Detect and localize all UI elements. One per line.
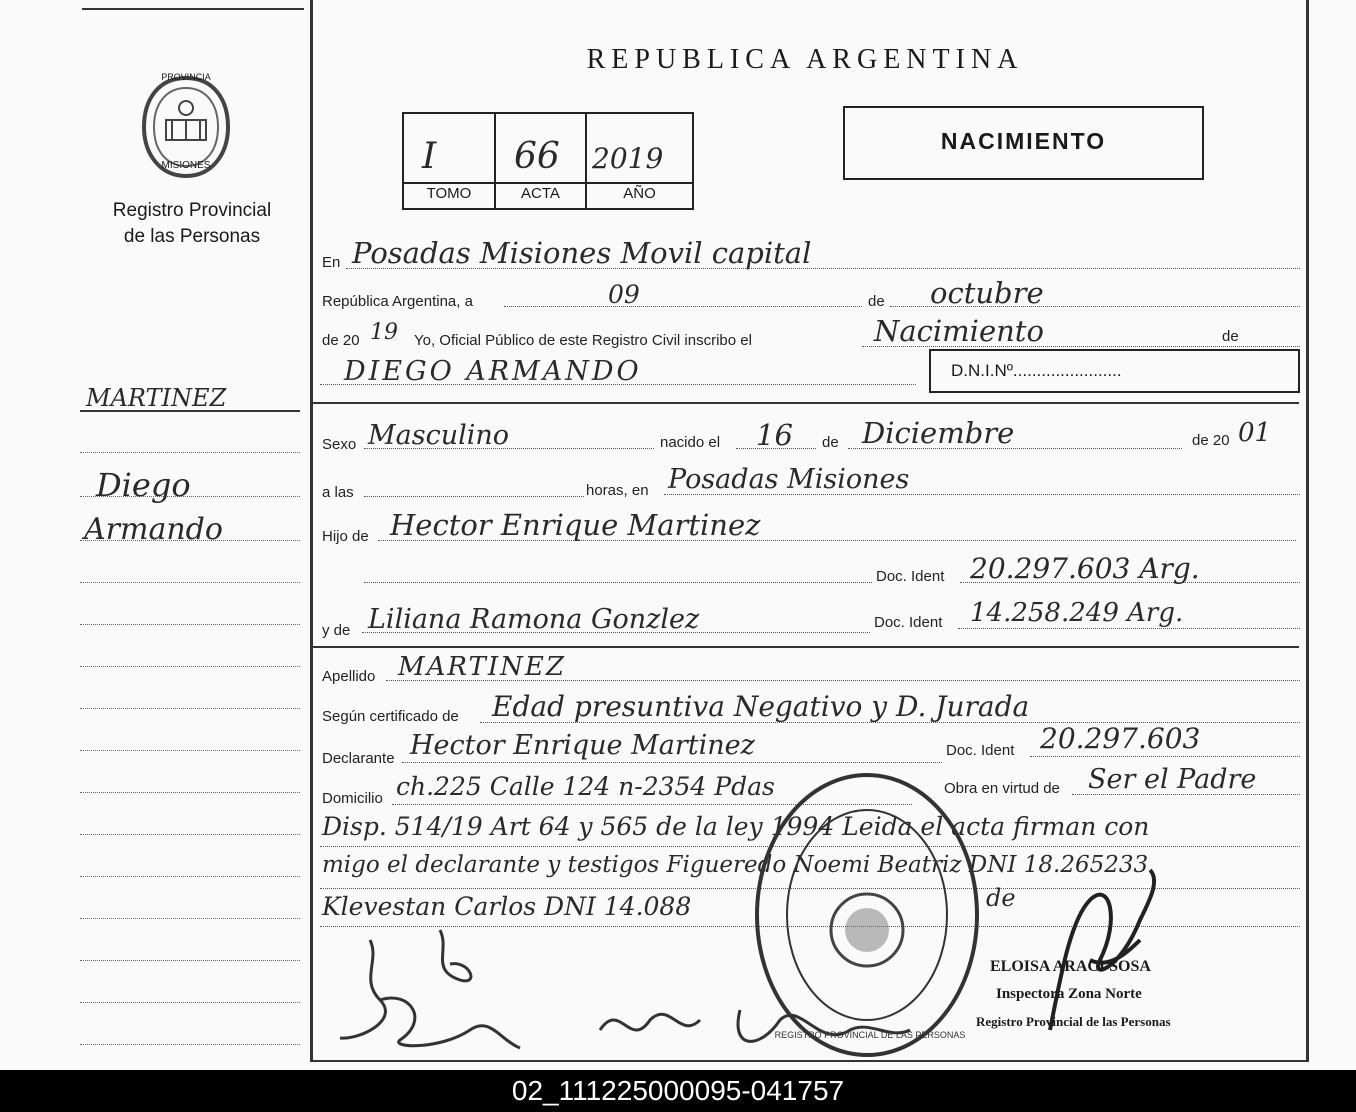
mother-doc-label: Doc. Ident bbox=[874, 614, 943, 631]
acta-value: 66 bbox=[514, 136, 560, 177]
seal-top-text: PROVINCIA bbox=[161, 72, 211, 82]
alas-label: a las bbox=[322, 484, 354, 501]
registry-line1: Registro Provincial bbox=[112, 200, 272, 221]
remarks-line3: Klevestan Carlos DNI 14.088 bbox=[322, 892, 692, 921]
declarante-doc-value: 20.297.603 bbox=[1040, 722, 1201, 755]
father-doc-value: 20.297.603 Arg. bbox=[970, 552, 1200, 585]
year-value: 19 bbox=[370, 320, 398, 345]
month-value: octubre bbox=[930, 276, 1044, 310]
apellido-value: MARTINEZ bbox=[398, 652, 566, 682]
dni-label: D.N.I.Nº....................... bbox=[951, 361, 1122, 380]
anio-label: AÑO bbox=[623, 185, 656, 202]
segun-value: Edad presuntiva Negativo y D. Jurada bbox=[492, 690, 1030, 723]
declarante-label: Declarante bbox=[322, 750, 395, 767]
de-label2: de bbox=[1222, 328, 1239, 345]
tomo-label: TOMO bbox=[426, 185, 472, 202]
nacido-label: nacido el bbox=[660, 434, 721, 451]
official-org: Registro Provincial de las Personas bbox=[976, 1014, 1171, 1029]
domicilio-value: ch.225 Calle 124 n-2354 Pdas bbox=[396, 772, 775, 801]
inscribo-value: Nacimiento bbox=[874, 314, 1044, 348]
tomo-value: I bbox=[422, 136, 437, 177]
remarks-line3-end: de bbox=[986, 884, 1016, 912]
yde-label: y de bbox=[322, 622, 351, 639]
act-type-box bbox=[843, 106, 1204, 180]
en-label: En bbox=[322, 254, 341, 271]
day-value: 09 bbox=[608, 280, 640, 309]
yo-label: Yo, Oficial Público de este Registro Civil inscribo el bbox=[414, 332, 752, 349]
father-name: Hector Enrique Martinez bbox=[390, 508, 761, 542]
de20-label2: de 20 bbox=[1192, 432, 1230, 449]
document-code-footer: 02_111225000095-041757 bbox=[0, 1070, 1356, 1112]
de-label3: de bbox=[822, 434, 839, 451]
acta-label: ACTA bbox=[521, 185, 560, 202]
dni-box bbox=[929, 349, 1300, 393]
bottom-border bbox=[310, 1060, 1308, 1062]
obra-value: Ser el Padre bbox=[1088, 764, 1257, 795]
seal-bottom-text: MISIONES bbox=[161, 160, 211, 171]
declarant-signature bbox=[320, 920, 540, 1060]
segun-label: Según certificado de bbox=[322, 708, 459, 725]
right-border bbox=[1306, 0, 1309, 1062]
official-name: ELOISA ARACI SOSA bbox=[990, 958, 1151, 975]
margin-surname: MARTINEZ bbox=[86, 384, 227, 412]
official-title: Inspectora Zona Norte bbox=[996, 986, 1142, 1002]
hijo-label: Hijo de bbox=[322, 528, 369, 545]
registry-line2: de las Personas bbox=[123, 226, 261, 247]
obra-label: Obra en virtud de bbox=[944, 780, 1060, 797]
father-doc-label: Doc. Ident bbox=[876, 568, 945, 585]
name-value: DIEGO ARMANDO bbox=[344, 356, 642, 387]
birth-year: 01 bbox=[1238, 418, 1272, 448]
apellido-label: Apellido bbox=[322, 668, 376, 685]
margin-name1: Diego bbox=[96, 466, 191, 504]
birth-day: 16 bbox=[756, 418, 793, 452]
horas-label: horas, en bbox=[586, 482, 649, 499]
mother-name: Liliana Ramona Gonzlez bbox=[368, 604, 700, 635]
left-margin-border bbox=[310, 0, 313, 1062]
witness-signature-text bbox=[600, 1014, 823, 1044]
de20-label: de 20 bbox=[322, 332, 360, 349]
mother-doc-value: 14.258.249 Arg. bbox=[970, 598, 1184, 628]
top-left-rule bbox=[82, 8, 304, 10]
declarante-doc-label: Doc. Ident bbox=[946, 742, 1015, 759]
sexo-value: Masculino bbox=[368, 420, 510, 451]
margin-name2: Armando bbox=[84, 512, 223, 547]
registry-number-box bbox=[402, 112, 694, 210]
stamp-text: REGISTRO PROVINCIAL DE LAS PERSONAS bbox=[774, 1030, 966, 1040]
declarante-value: Hector Enrique Martinez bbox=[410, 730, 755, 761]
birth-month: Diciembre bbox=[862, 416, 1015, 450]
act-type-label: NACIMIENTO bbox=[940, 128, 1107, 154]
de-label: de bbox=[868, 293, 885, 310]
sexo-label: Sexo bbox=[322, 436, 357, 453]
republica-label: República Argentina, a bbox=[322, 293, 473, 310]
remarks-line1: Disp. 514/19 Art 64 y 565 de la ley 1994 Leida el acta firman con bbox=[322, 812, 1150, 841]
country-title: REPUBLICA ARGENTINA bbox=[586, 44, 1024, 75]
birth-place: Posadas Misiones bbox=[668, 464, 910, 495]
domicilio-label: Domicilio bbox=[322, 790, 383, 807]
remarks-line2: migo el declarante y testigos Figueredo Noemi Beatriz DNI 18.265233 bbox=[322, 852, 1149, 878]
anio-value: 2019 bbox=[592, 142, 664, 175]
en-value: Posadas Misiones Movil capital bbox=[352, 236, 812, 270]
official-signature bbox=[1030, 860, 1170, 1040]
